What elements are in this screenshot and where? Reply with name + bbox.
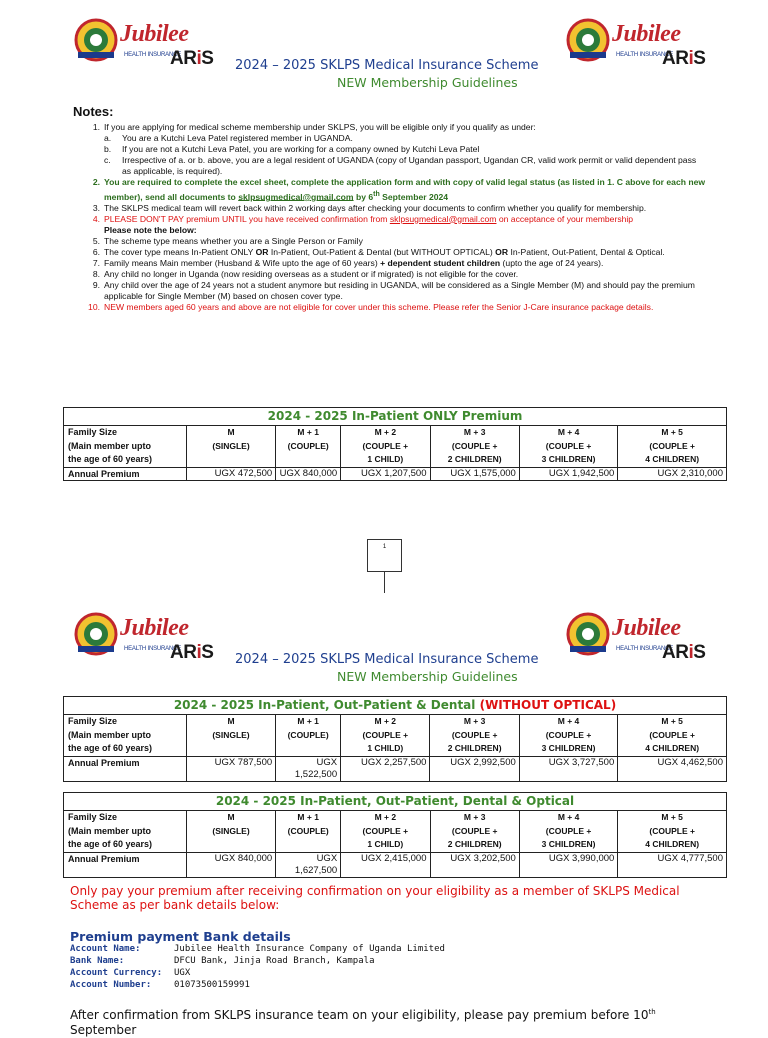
- note-4: 4. PLEASE DON'T PAY premium UNTIL you have received confirmation from sklpsugmedical@gmail.com on acceptance of your membership: [92, 213, 634, 224]
- col-header: M + 2 (COUPLE + 1 CHILD): [341, 426, 430, 468]
- col-header: M + 5 (COUPLE + 4 CHILDREN): [618, 426, 727, 468]
- brand-name: Jubilee: [120, 21, 189, 47]
- col-header: M + 3 (COUPLE + 2 CHILDREN): [430, 715, 519, 757]
- table-header-row: [64, 811, 727, 853]
- premium-amount: UGX 1,522,500: [276, 756, 341, 781]
- scheme-subtitle: NEW Membership Guidelines: [337, 75, 518, 90]
- note-5: 5. The scheme type means whether you are a Single Person or Family: [92, 235, 363, 246]
- premium-amount: UGX 840,000: [276, 467, 341, 480]
- premium-amount: UGX 472,500: [186, 467, 275, 480]
- premium-amount: UGX 840,000: [186, 852, 275, 877]
- jubilee-aris-logo-left: [74, 612, 214, 664]
- premium-amount: UGX 1,207,500: [341, 467, 430, 480]
- note-7: 7. Family means Main member (Husband & Wife upto the age of 60 years) + dependent student children (upto the age of 24 years).: [92, 257, 604, 268]
- note-1: 1. If you are applying for medical scheme membership under SKLPS, you will be eligible only if you qualify as under:: [92, 122, 536, 132]
- col-header: M (SINGLE): [186, 426, 275, 468]
- col-header: M + 5 (COUPLE + 4 CHILDREN): [618, 715, 727, 757]
- scheme-title: 2024 – 2025 SKLPS Medical Insurance Scheme: [235, 652, 539, 667]
- table-title: 2024 - 2025 In-Patient, Out-Patient & Dental (WITHOUT OPTICAL): [64, 697, 727, 715]
- note-10: 10. NEW members aged 60 years and above are not eligible for cover under this scheme. Please refer the Senior J-Care insurance package details.: [88, 302, 654, 313]
- payment-deadline-note: After confirmation from SKLPS insurance team on your eligibility, please pay premium before 10th September: [70, 1008, 656, 1037]
- note-8: 8. Any child no longer in Uganda (now residing overseas as a student or if migrated) is not eligible for the cover.: [92, 269, 519, 280]
- annual-premium-label: Annual Premium: [64, 467, 187, 480]
- col-header: M + 4 (COUPLE + 3 CHILDREN): [519, 715, 617, 757]
- table-header-row: [64, 426, 727, 468]
- aris-wordmark: ARiS: [662, 642, 706, 663]
- note-1a: a. You are a Kutchi Leva Patel registered member in UGANDA.: [104, 133, 353, 144]
- premium-amount: UGX 1,942,500: [519, 467, 617, 480]
- aris-wordmark: ARiS: [170, 642, 214, 663]
- note-6: 6. The cover type means In-Patient ONLY OR In-Patient, Out-Patient & Dental (but WITHOUT OPTICAL) OR In-Patient, Out-Patient, Dental & Optical.: [92, 246, 665, 257]
- table-title: 2024 - 2025 In-Patient ONLY Premium: [64, 408, 727, 426]
- note-1b: b. If you are not a Kutchi Leva Patel, you are working for a company owned by Kutchi Leva Patel: [104, 144, 480, 155]
- brand-tagline: HEALTH INSURANCE: [616, 52, 674, 58]
- aris-wordmark: ARiS: [170, 48, 214, 69]
- premium-amount: UGX 3,990,000: [519, 852, 617, 877]
- premium-amount: UGX 4,462,500: [618, 756, 727, 781]
- scheme-title: 2024 – 2025 SKLPS Medical Insurance Scheme: [235, 58, 539, 73]
- bank-details-title: Premium payment Bank details: [70, 929, 291, 944]
- premium-table-inpatient-only: [63, 407, 727, 481]
- premium-amount: UGX 1,627,500: [276, 852, 341, 877]
- uganda-seal-icon: [74, 612, 118, 656]
- col-header: M (SINGLE): [186, 811, 275, 853]
- premium-amount: UGX 1,575,000: [430, 467, 519, 480]
- family-size-label: Family Size (Main member upto the age of 60 years): [64, 811, 187, 853]
- family-size-label: Family Size (Main member upto the age of 60 years): [64, 715, 187, 757]
- brand-name: Jubilee: [612, 615, 681, 641]
- note-2: 2. You are required to complete the excel sheet, complete the application form and with copy of valid legal status (as listed in 1. C above for each new member), send all documents to sklpsugmedical@gmail.com by 6th September 2024: [92, 177, 706, 202]
- premium-amount: UGX 2,310,000: [618, 467, 727, 480]
- col-header: M + 1 (COUPLE): [276, 811, 341, 853]
- page-marker-line: [384, 571, 385, 593]
- aris-wordmark: ARiS: [662, 48, 706, 69]
- email-link[interactable]: sklpsugmedical@gmail.com: [389, 213, 497, 224]
- annual-premium-row: [64, 756, 727, 781]
- premium-amount: UGX 2,415,000: [341, 852, 430, 877]
- scheme-subtitle: NEW Membership Guidelines: [337, 669, 518, 684]
- premium-table-ip-op-dental-optical: [63, 792, 727, 878]
- page-header: [0, 612, 768, 692]
- annual-premium-label: Annual Premium: [64, 756, 187, 781]
- premium-amount: UGX 787,500: [186, 756, 275, 781]
- uganda-seal-icon: [74, 18, 118, 62]
- col-header: M + 1 (COUPLE): [276, 426, 341, 468]
- col-header: M + 5 (COUPLE + 4 CHILDREN): [618, 811, 727, 853]
- payment-warning: Only pay your premium after receiving confirmation on your eligibility as a member of SKLPS Medical Scheme as per bank details below:: [70, 884, 680, 912]
- bank-row-bank-name: Bank Name: DFCU Bank, Jinja Road Branch, Kampala: [70, 956, 375, 966]
- notes-list: [86, 122, 706, 313]
- note-3: 3. The SKLPS medical team will revert back within 2 working days after checking your documents to confirm whether you qualify for membership.: [92, 202, 647, 213]
- premium-amount: UGX 3,727,500: [519, 756, 617, 781]
- table-title: 2024 - 2025 In-Patient, Out-Patient, Dental & Optical: [64, 793, 727, 811]
- uganda-seal-icon: [566, 612, 610, 656]
- col-header: M + 3 (COUPLE + 2 CHILDREN): [430, 426, 519, 468]
- jubilee-aris-logo-left: [74, 18, 214, 70]
- brand-name: Jubilee: [612, 21, 681, 47]
- annual-premium-row: [64, 852, 727, 877]
- col-header: M (SINGLE): [186, 715, 275, 757]
- bank-row-currency: Account Currency: UGX: [70, 968, 191, 978]
- premium-amount: UGX 2,992,500: [430, 756, 519, 781]
- brand-tagline: HEALTH INSURANCE: [124, 52, 182, 58]
- note-9: 9. Any child over the age of 24 years not a student anymore but residing in UGANDA, will be considered as a Single Member (M) and should pay the premium applicable for Single Member (M) based on chosen cover type.: [92, 280, 695, 302]
- col-header: M + 2 (COUPLE + 1 CHILD): [341, 811, 430, 853]
- brand-tagline: HEALTH INSURANCE: [124, 646, 182, 652]
- jubilee-aris-logo-right: [566, 612, 706, 664]
- col-header: M + 4 (COUPLE + 3 CHILDREN): [519, 426, 617, 468]
- premium-amount: UGX 2,257,500: [341, 756, 430, 781]
- bank-row-account-name: Account Name: Jubilee Health Insurance Company of Uganda Limited: [70, 944, 445, 954]
- col-header: M + 3 (COUPLE + 2 CHILDREN): [430, 811, 519, 853]
- col-header: M + 4 (COUPLE + 3 CHILDREN): [519, 811, 617, 853]
- col-header: M + 1 (COUPLE): [276, 715, 341, 757]
- family-size-label: Family Size (Main member upto the age of 60 years): [64, 426, 187, 468]
- notes-title: Notes:: [73, 104, 114, 119]
- premium-table-ip-op-dental: [63, 696, 727, 782]
- email-link[interactable]: sklpsugmedical@gmail.com: [238, 191, 354, 202]
- brand-name: Jubilee: [120, 615, 189, 641]
- note-1c: c. Irrespective of a. or b. above, you are a legal resident of UGANDA (copy of Ugandan passport, Ugandan CR, valid work permit or valid dependent pass as applicable, is required).: [104, 155, 697, 177]
- annual-premium-row: [64, 467, 727, 480]
- jubilee-aris-logo-right: [566, 18, 706, 70]
- table-header-row: [64, 715, 727, 757]
- please-note: Please note the below:: [104, 224, 197, 235]
- premium-amount: UGX 3,202,500: [430, 852, 519, 877]
- uganda-seal-icon: [566, 18, 610, 62]
- page-number-box: 1: [367, 539, 402, 572]
- page-header: [0, 18, 768, 98]
- brand-tagline: HEALTH INSURANCE: [616, 646, 674, 652]
- bank-row-account-number: Account Number: 01073500159991: [70, 980, 250, 990]
- annual-premium-label: Annual Premium: [64, 852, 187, 877]
- premium-amount: UGX 4,777,500: [618, 852, 727, 877]
- col-header: M + 2 (COUPLE + 1 CHILD): [341, 715, 430, 757]
